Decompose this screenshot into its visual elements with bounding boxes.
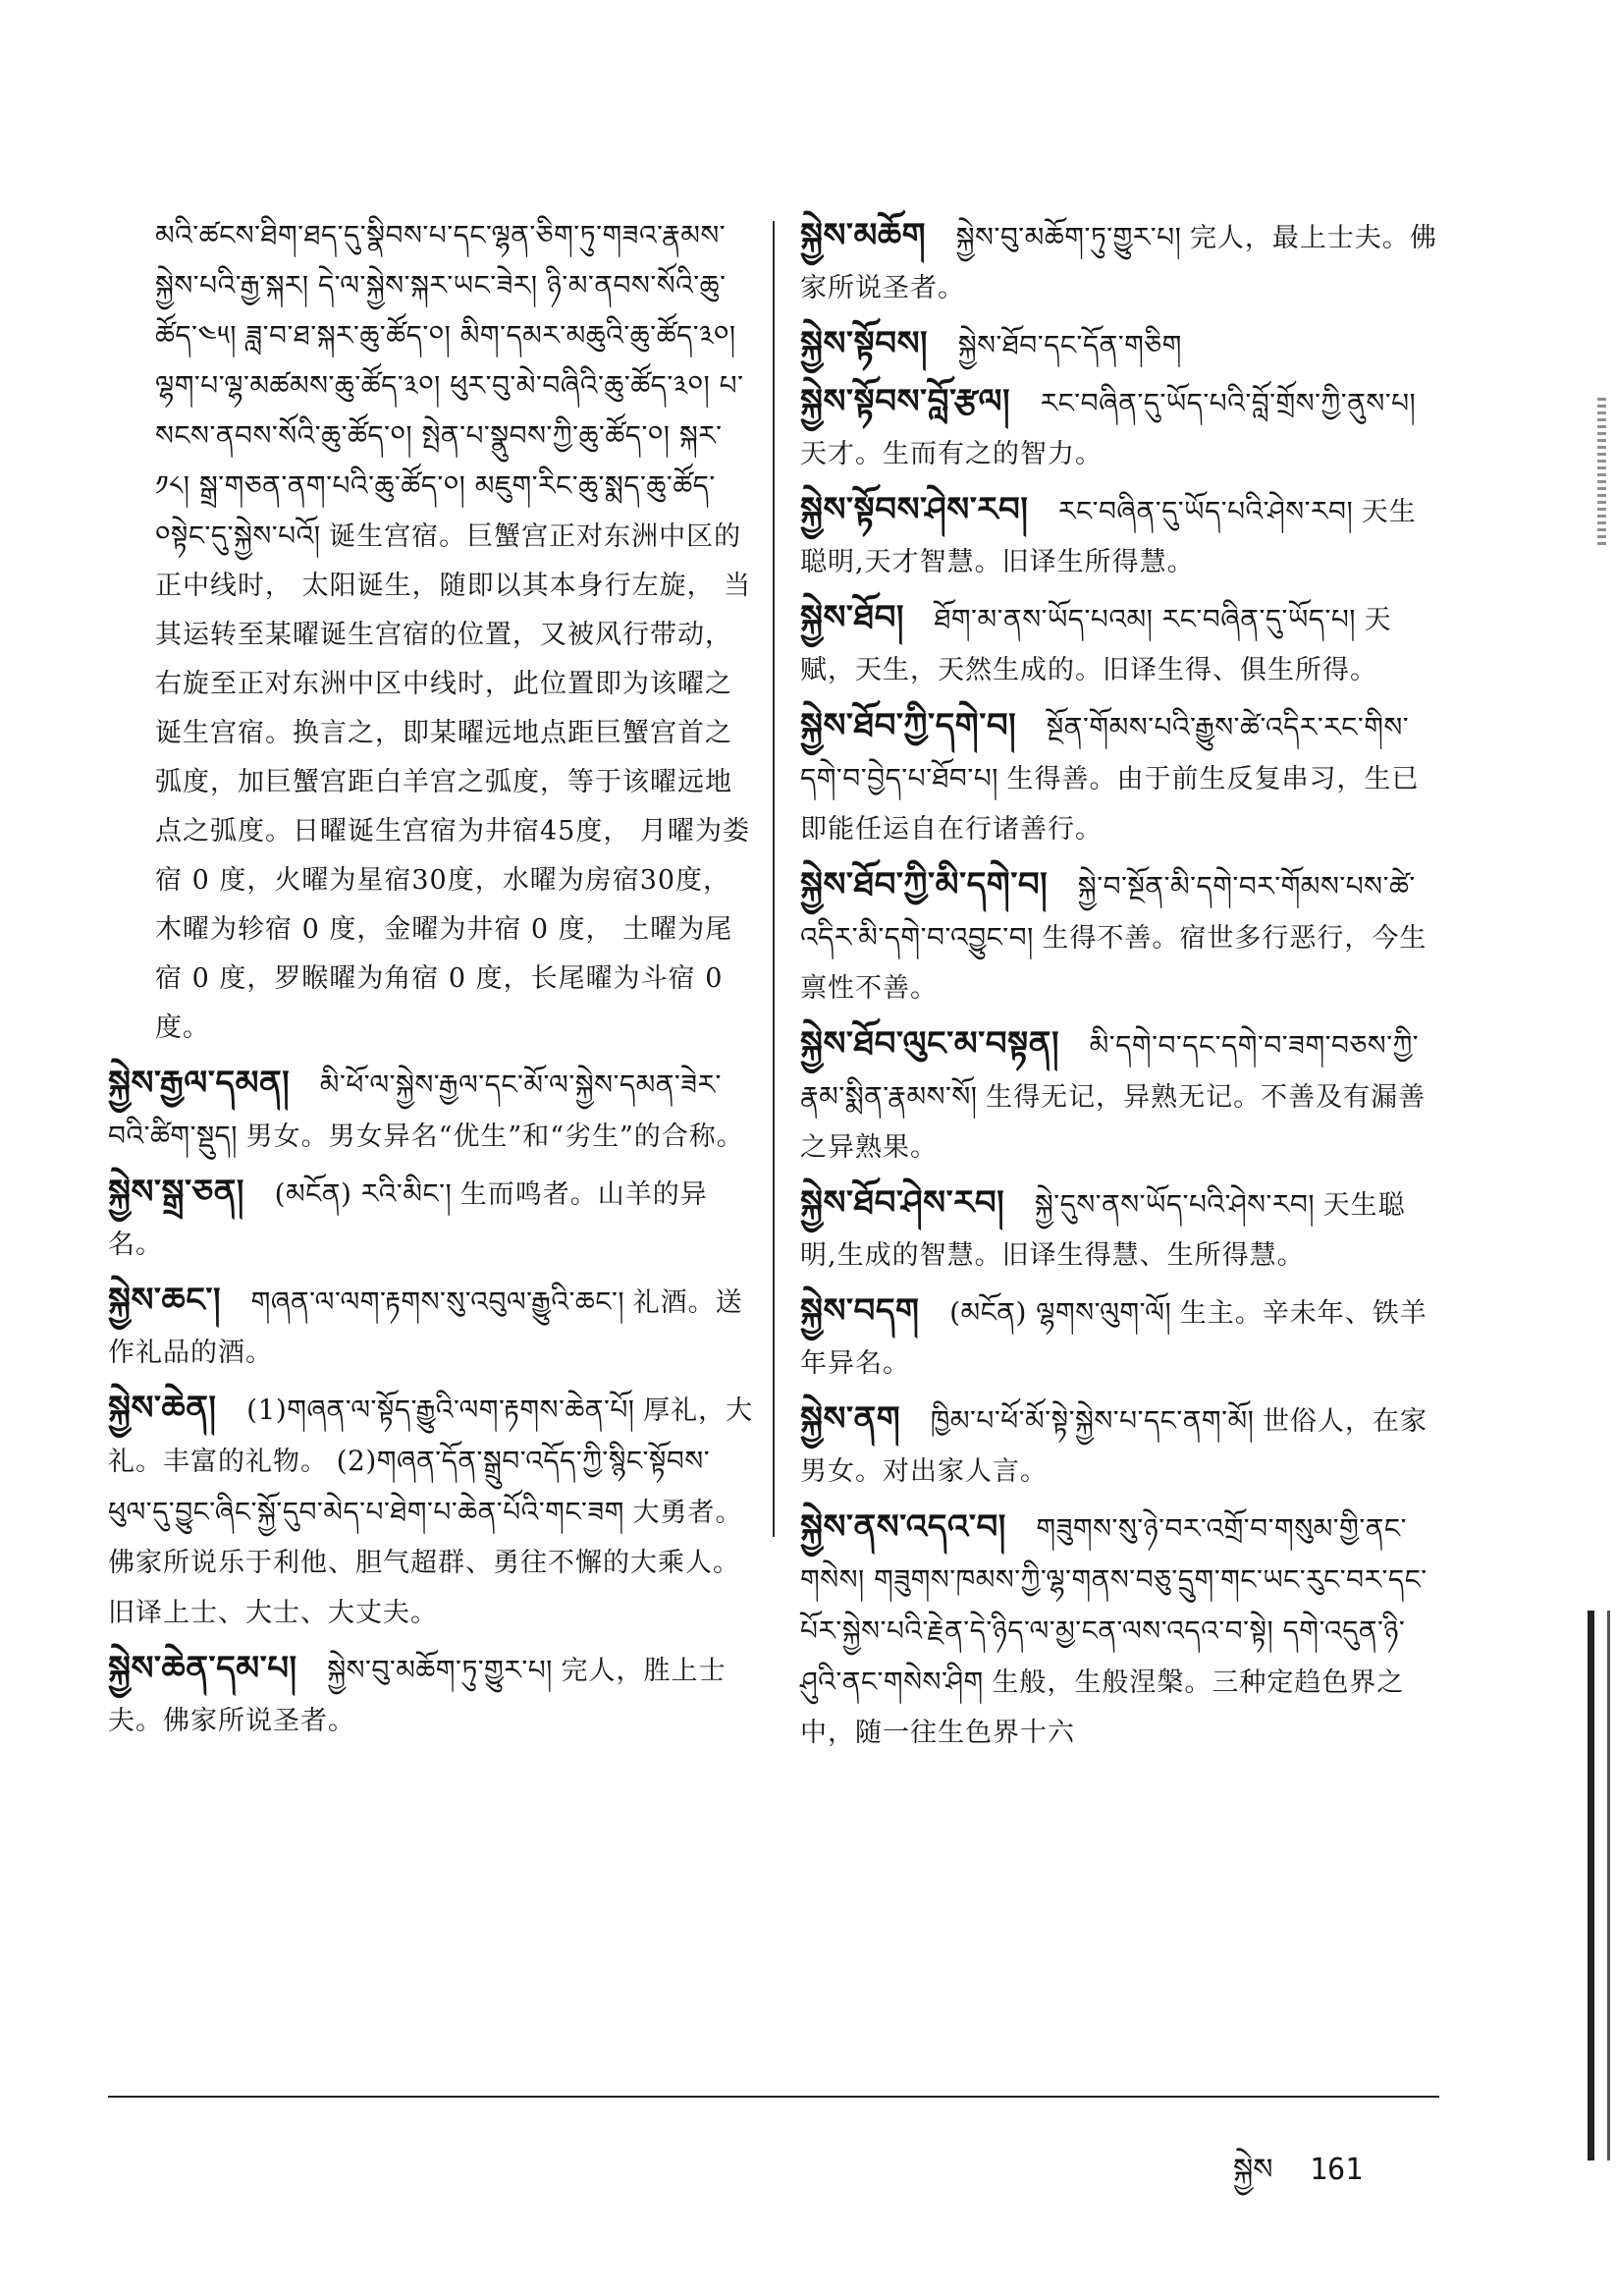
entry-headword: སྐྱེས་ཐོབ་ལུང་མ་བསྟན། [800,1024,1060,1064]
dictionary-entry [800,319,1438,371]
entry-chinese: 厚礼，大礼。丰富的礼物。 [108,1395,754,1477]
entry-headword: སྐྱེས་སྟོབས་ཤེས་རབ། [800,490,1029,529]
entry-chinese: 生得善。由于前生反复串习，生已即能任运自在行诸善行。 [800,764,1420,845]
entry-headword: སྐྱེས་རྒྱལ་དམན། [108,1064,291,1103]
entry-chinese: 天赋，天生，天然生成的。旧译生得、俱生所得。 [800,605,1392,685]
scan-edge-bar [1607,1611,1610,2160]
dictionary-entry [800,211,1438,313]
entry-chinese: 生得不善。宿世多行恶行，今生禀性不善。 [800,923,1427,1004]
left-column [108,211,754,1752]
dictionary-entry [800,1394,1438,1497]
dictionary-entry [800,1286,1438,1389]
entry-chinese: 生般，生般涅槃。三种定趋色界之中，随一往生色界十六 [800,1667,1405,1748]
entry-chinese: 完人，胜上士夫。佛家所说圣者。 [108,1656,727,1736]
entry-chinese-sense-2: 大勇者。佛家所说乐于利他、胆气超群、勇往不懈的大乘人。旧译上士、大士、大丈夫。 [108,1498,743,1628]
scan-edge-mark [1597,398,1606,545]
dictionary-entry [800,701,1438,854]
dictionary-entry [108,1168,754,1270]
entry-tibetan: སྐྱེས་ཐོབ་དང་དོན་གཅིག [957,329,1182,361]
entry-headword: སྐྱེས་སྒྲ་ཅན། [108,1173,244,1212]
entry-tibetan: (1)གཞན་ལ་སྟོད་རྒྱུའི་ལག་རྟགས་ཆེན་པོ། [246,1394,635,1426]
entry-headword: སྐྱེས་སྟོབས་བློ་རྩལ། [800,382,1011,421]
entry-tibetan: རང་བཞིན་དུ་ཡོད་པའི་ཤེས་རབ། [1058,495,1354,527]
entry-tibetan: ཐོག་མ་ནས་ཡོད་པའམ། རང་བཞིན་དུ་ཡོད་པ། [934,603,1356,635]
entry-headword: སྐྱེས་མཆོག [800,216,927,255]
entry-tibetan-sense-2: (2)གཞན་དོན་སྒྲུབ་འདོད་ཀྱི་སྙིང་སྟོབས་ཕུལ་དུ་བྱུང་ཞིང་སྐྱོ་དུབ་མེད་པ་ཐེག་པ་ཆེན་པོའི་གང་ཟག [108,1445,711,1528]
entry-tibetan: གཞན་ལ་ལག་རྟགས་སུ་འབུལ་རྒྱུའི་ཆང་། [250,1285,625,1318]
entry-chinese: 生得无记，异熟无记。不善及有漏善之异熟果。 [800,1082,1427,1163]
entry-chinese: 生而鸣者。山羊的异名。 [108,1179,708,1260]
entry-headword: སྐྱེས་ཐོབ་ཤེས་རབ། [800,1183,1005,1223]
dictionary-entry [108,1644,754,1746]
entry-chinese: 天才。生而有之的智力。 [800,439,1103,469]
entry-headword: སྐྱེས་ཆང་། [108,1281,222,1320]
entry-chinese: 诞生宫宿。巨蟹宫正对东洲中区的正中线时， 太阳诞生，随即以其本身行左旋， 当其运转至某曜诞生宫宿的位置，又被风行带动，右旋至正对东洲中区中线时，此位置即为该曜之诞生宫宿。换言之，即某曜远地点距巨蟹宫首之弧度，加巨蟹宫距白羊宫之弧度，等于该曜远地点之弧度。日曜诞生宫宿为井宿45度， 月曜为娄宿 0 度，火曜为星宿30度，水曜为房宿30度， 木曜为轸宿 0 度，金曜为井宿 0 度， 土曜为尾宿 0 度，罗睺曜为角宿 0 度，长尾曜为斗宿 0 度。 [155,521,752,1043]
entry-headword: སྐྱེས་ནས་འདའ་བ། [800,1507,1006,1547]
dictionary-entry [800,860,1438,1013]
running-head: སྐྱེས [1233,2153,1273,2187]
entry-tibetan: (མངོན) རའི་མིང་། [274,1177,453,1210]
dictionary-entry [800,1019,1438,1173]
right-column [800,211,1438,1764]
entry-tibetan: མི་ཕོ་ལ་སྐྱེས་རྒྱལ་དང་མོ་ལ་སྐྱེས་དམན་ཟེར་བའི་ཚིག་སྡུད། [108,1068,722,1152]
entry-chinese: 男女。男女异名“优生”和“劣生”的合称。 [245,1121,744,1152]
entry-tibetan: མའི་ཚངས་ཐིག་ཐད་དུ་སྣིབས་པ་དང་ལྷན་ཅིག་ཏུ་གཟའ་རྣམས་སྐྱེས་པའི་རྒྱ་སྐར། དེ་ལ་སྐྱེས་སྐར་ཡང་ཟེར། ཉི་མ་ནབས་སོའི་ཆུ་ཚོད་༤༥། ཟླ་བ་ཐ་སྐར་ཆུ་ཚོད་༠། མིག་དམར་མཆུའི་ཆུ་ཚོད་༣༠། ལྷག་པ་ལྷ་མཚམས་ཆུ་ཚོད་༣༠། ཕུར་བུ་མེ་བཞིའི་ཆུ་ཚོད་༣༠། པ་སངས་ནབས་སོའི་ཆུ་ཚོད་༠། སྤེན་པ་སྣུབས་ཀྱི་ཆུ་ཚོད་༠། སྐར་༡༨། སྒྲ་གཅན་ནག་པའི་ཆུ་ཚོད་༠། མཇུག་རིང་ཆུ་སྨད་ཆུ་ཚོད་༠སྟེང་དུ་སྐྱེས་པའོ། [155,219,744,552]
entry-chinese: 生主。辛未年、铁羊年异名。 [800,1298,1427,1379]
dictionary-entry [800,377,1438,479]
dictionary-entry [108,1059,754,1162]
entry-chinese: 礼酒。送作礼品的酒。 [108,1287,743,1368]
entry-tibetan: སྐྱེ་དུས་ནས་ཡོད་པའི་ཤེས་རབ། [1034,1188,1316,1221]
entry-tibetan: སྐྱེས་བུ་མཆོག་ཏུ་གྱུར་པ། [327,1654,553,1686]
entry-tibetan: མི་དགེ་བ་དང་དགེ་བ་ཟག་བཅས་ཀྱི་རྣམ་སྨིན་རྣམས་སོ། [800,1029,1420,1113]
entry-chinese: 天生聪明,生成的智慧。旧译生得慧、生所得慧。 [800,1190,1406,1271]
scan-edge-bar [1588,1611,1594,2160]
page-footer [1233,2137,1363,2219]
entry-tibetan: སྐྱེས་བུ་མཆོག་ཏུ་གྱུར་པ། [955,221,1182,253]
entry-headword: སྐྱེས་ཆེན་དམ་པ། [108,1649,297,1688]
entry-chinese: 完人，最上士夫。佛家所说圣者。 [800,223,1437,303]
entry-headword: སྐྱེས་ནག [800,1399,901,1439]
entry-tibetan: གཟུགས་སུ་ཉེ་བར་འགྲོ་བ་གསུམ་གྱི་ནང་གསེས། གཟུགས་ཁམས་ཀྱི་ལྷ་གནས་བཅུ་དྲུག་གང་ཡང་རུང་བར་དང་པོར་སྐྱེས་པའི་རྗེན་དེ་ཉིད་ལ་མྱ་ངན་ལས་འདའ་བ་སྟེ། དགེ་འདུན་ཉི་ཤུའི་ནང་གསེས་ཤིག [800,1512,1427,1698]
dictionary-entry [800,1503,1438,1758]
entry-tibetan: ཁྱིམ་པ་ཕོ་མོ་སྟེ་སྐྱེས་པ་དང་ནག་མོ། [930,1404,1255,1437]
entry-tibetan: (མངོན) ལྷགས་ལུག་ལོ། [949,1296,1172,1329]
entry-headword: སྐྱེས་ཐོབ། [800,598,904,637]
entry-chinese: 世俗人，在家男女。对出家人言。 [800,1406,1427,1487]
entry-tibetan: སྔོན་གོམས་པའི་རྒྱུས་ཚེ་འདིར་རང་གིས་དགེ་བ་བྱེད་པ་ཐོབ་པ། [800,711,1410,794]
dictionary-entry [800,593,1438,695]
entry-headword: སྐྱེས་ཆེན། [108,1389,217,1428]
page-number: 161 [1310,2153,1364,2187]
entry-tibetan: སྐྱེ་བ་སྔོན་མི་དགེ་བར་གོམས་པས་ཚེ་འདིར་མི་དགེ་བ་འབྱུང་བ། [800,870,1416,954]
entry-headword: སྐྱེས་ཐོབ་ཀྱི་མི་དགེ་བ། [800,865,1049,904]
entry-headword: སྐྱེས་སྟོབས། [800,324,929,363]
footer-rule [108,2096,1439,2098]
column-divider [773,221,775,1537]
entry-headword: སྐྱེས་བདག [800,1291,920,1331]
entry-chinese: 天生聪明,天才智慧。旧译生所得慧。 [800,497,1417,577]
dictionary-entry [800,485,1438,587]
entry-continuation [108,211,754,1053]
entry-headword: སྐྱེས་ཐོབ་ཀྱི་དགེ་བ། [800,706,1017,745]
dictionary-entry [108,1384,754,1638]
dictionary-entry [800,1178,1438,1281]
entry-tibetan: རང་བཞིན་དུ་ཡོད་པའི་བློ་གྲོས་ཀྱི་ནུས་པ། [1040,387,1417,419]
dictionary-entry [108,1276,754,1378]
